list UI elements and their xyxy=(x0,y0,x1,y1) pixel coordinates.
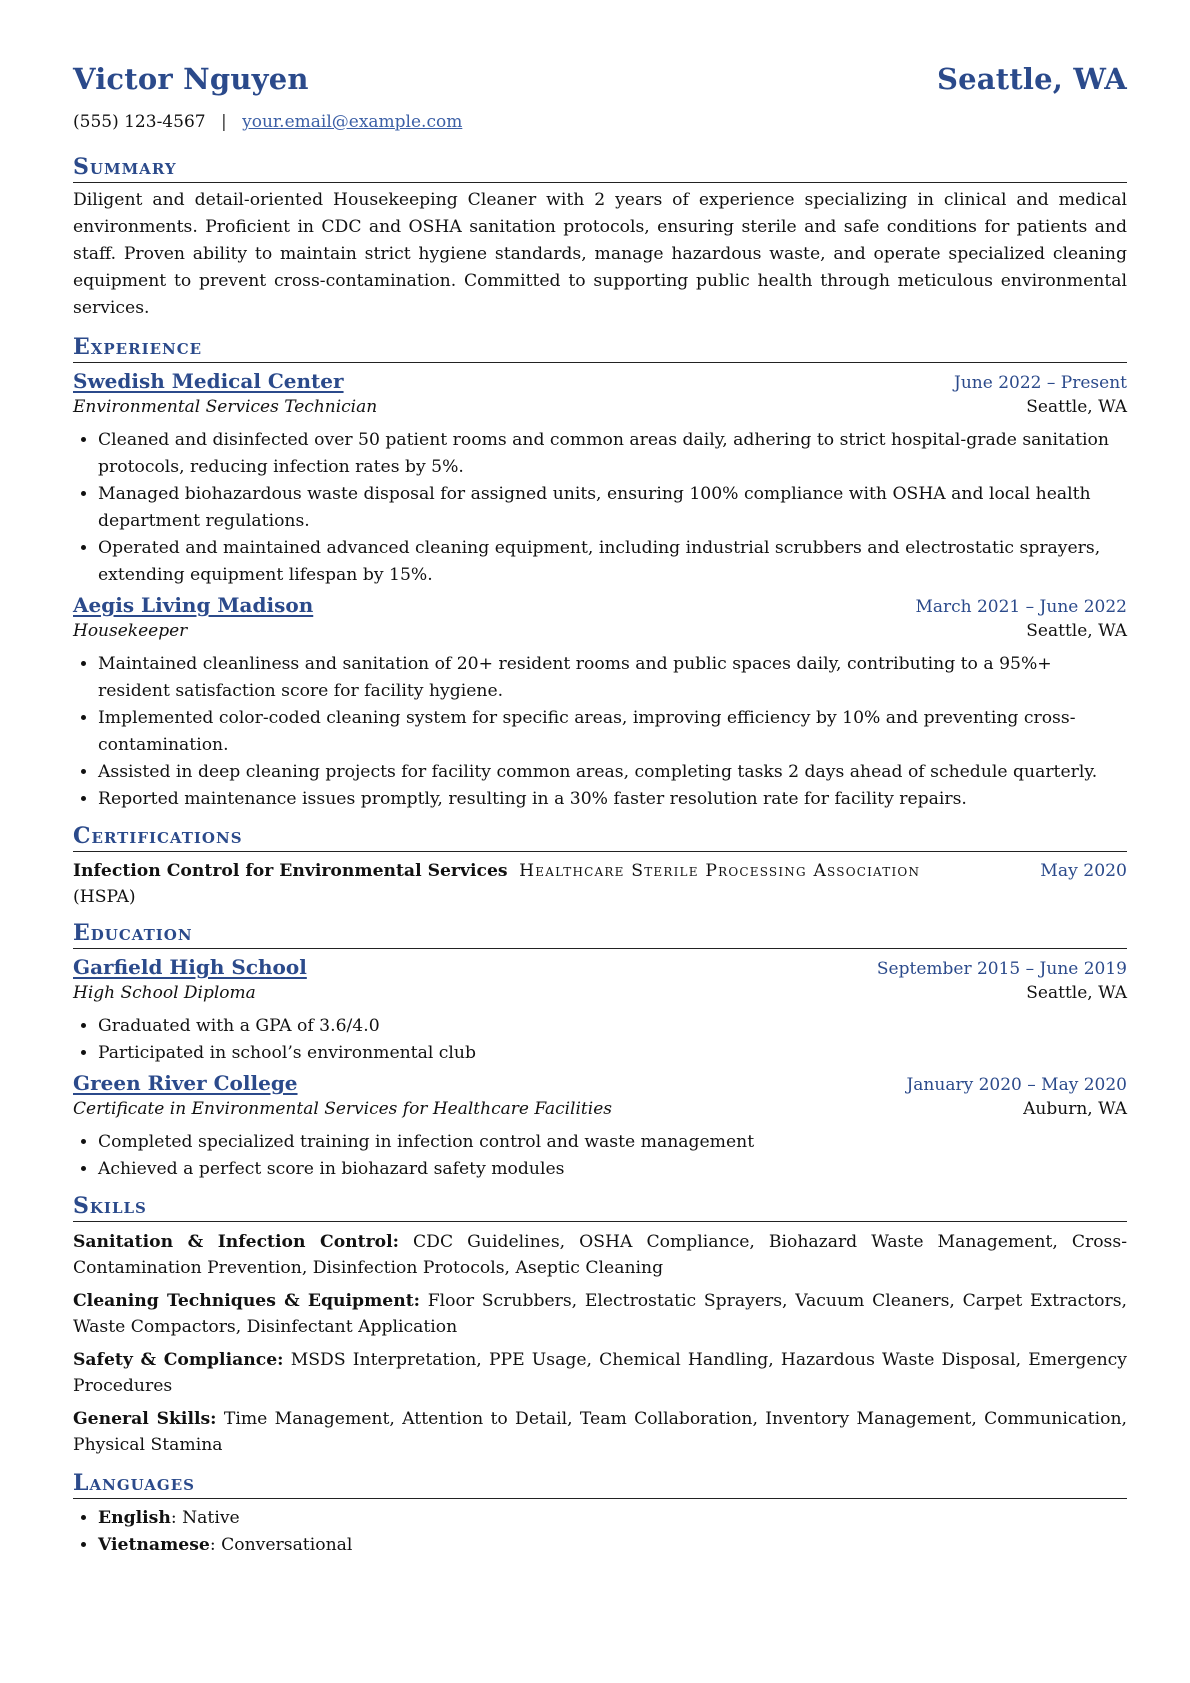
job-title: Environmental Services Technician xyxy=(73,397,378,417)
school-name[interactable]: Garfield High School xyxy=(73,955,307,979)
bullet-item: • Implemented color-coded cleaning system for specific areas, improving efficiency by 10% and preventing cross-contamination. xyxy=(98,705,1127,759)
bullet-list xyxy=(73,651,1127,813)
education-dates: September 2015 – June 2019 xyxy=(876,959,1127,979)
bullet-item: • Managed biohazardous waste disposal for assigned units, ensuring 100% compliance with OSHA and local health department regulations. xyxy=(98,481,1127,535)
certification-item xyxy=(73,858,1127,910)
experience-entry xyxy=(73,593,1127,813)
skill-group-text: MSDS Interpretation, PPE Usage, Chemical Handling, Hazardous Waste Disposal, Emergency Procedures xyxy=(73,1350,1128,1396)
degree-name: Certificate in Environmental Services for Healthcare Facilities xyxy=(73,1099,612,1119)
education-section-title: Education xyxy=(73,920,1127,949)
language-name: Vietnamese xyxy=(98,1535,210,1555)
job-title: Housekeeper xyxy=(73,621,188,641)
bullet-list xyxy=(73,1129,1127,1183)
summary-section-title: Summary xyxy=(73,154,1127,183)
entry-subheader xyxy=(73,621,1127,641)
bullet-item: • Completed specialized training in infection control and waste management xyxy=(98,1129,1127,1156)
school-location: Auburn, WA xyxy=(1023,1099,1127,1119)
languages-section-title: Languages xyxy=(73,1470,1127,1499)
resume-header xyxy=(73,62,1127,108)
certifications-section-title: Certifications xyxy=(73,823,1127,852)
candidate-location: Seattle, WA xyxy=(936,62,1127,96)
language-level: Native xyxy=(182,1508,240,1528)
bullet-item: • Cleaned and disinfected over 50 patient rooms and common areas daily, adhering to strict hospital-grade sanitation protocols, reducing infection rates by 5%. xyxy=(98,427,1127,481)
entry-subheader xyxy=(73,397,1127,417)
contact-separator: | xyxy=(220,112,227,132)
entry-header xyxy=(73,955,1127,979)
school-location: Seattle, WA xyxy=(1026,983,1127,1003)
skill-group-text: CDC Guidelines, OSHA Compliance, Biohazard Waste Management, Cross-Contamination Prevention, Disinfection Protocols, Aseptic Cleaning xyxy=(73,1232,1127,1278)
entry-subheader xyxy=(73,983,1127,1003)
employment-dates: June 2022 – Present xyxy=(954,373,1127,393)
bullet-list xyxy=(73,1013,1127,1067)
certification-date: May 2020 xyxy=(1040,861,1127,881)
skill-group-label: Cleaning Techniques & Equipment: xyxy=(73,1291,420,1311)
summary-text: Diligent and detail-oriented Housekeeping Cleaner with 2 years of experience specializing in clinical and medical environments. Proficient in CDC and OSHA sanitation protocols, ensuring sterile and safe conditions for patients and staff. Proven ability to maintain strict hygiene standards, manage hazardous waste, and operate specialized cleaning equipment to prevent cross-contamination. Committed to supporting public health through meticulous environmental services. xyxy=(73,190,1127,318)
certification-name: Infection Control for Environmental Services xyxy=(73,861,508,881)
job-location: Seattle, WA xyxy=(1026,397,1127,417)
resume-content xyxy=(73,62,1127,1559)
entry-subheader xyxy=(73,1099,1127,1119)
experience-section-title: Experience xyxy=(73,334,1127,363)
entry-header xyxy=(73,1071,1127,1095)
certification-issuer: Healthcare Sterile Processing Association xyxy=(519,861,921,881)
education-entry xyxy=(73,955,1127,1067)
skill-group-label: Sanitation & Infection Control: xyxy=(73,1232,399,1252)
bullet-item: • Achieved a perfect score in biohazard safety modules xyxy=(98,1156,1127,1183)
certification-issuer-abbrev: (HSPA) xyxy=(73,887,136,907)
email-link[interactable]: your.email@example.com xyxy=(242,112,463,132)
language-name: English xyxy=(98,1508,171,1528)
skill-group xyxy=(73,1348,1127,1399)
language-level: Conversational xyxy=(221,1535,353,1555)
language-item: • Vietnamese: Conversational xyxy=(98,1532,1127,1559)
skill-group-text: Floor Scrubbers, Electrostatic Sprayers, Vacuum Cleaners, Carpet Extractors, Waste Compactors, Disinfectant Application xyxy=(73,1291,1127,1337)
bullet-item: • Reported maintenance issues promptly, resulting in a 30% faster resolution rate for facility repairs. xyxy=(98,786,1127,813)
phone-number: (555) 123-4567 xyxy=(73,112,206,132)
skill-group xyxy=(73,1289,1127,1340)
job-location: Seattle, WA xyxy=(1026,621,1127,641)
entry-header xyxy=(73,369,1127,393)
bullet-item: • Participated in school’s environmental club xyxy=(98,1040,1127,1067)
language-item: • English: Native xyxy=(98,1505,1127,1532)
bullet-list xyxy=(73,427,1127,589)
employer-name[interactable]: Aegis Living Madison xyxy=(73,593,314,617)
bullet-item: • Operated and maintained advanced cleaning equipment, including industrial scrubbers and electrostatic sprayers, extending equipment lifespan by 15%. xyxy=(98,535,1127,589)
experience-entry xyxy=(73,369,1127,589)
employer-name[interactable]: Swedish Medical Center xyxy=(73,369,344,393)
education-entry xyxy=(73,1071,1127,1183)
skills-section-title: Skills xyxy=(73,1193,1127,1222)
skill-group-label: General Skills: xyxy=(73,1409,217,1429)
bullet-item: • Graduated with a GPA of 3.6/4.0 xyxy=(98,1013,1127,1040)
bullet-item: • Maintained cleanliness and sanitation of 20+ resident rooms and public spaces daily, contributing to a 95%+ resident satisfaction score for facility hygiene. xyxy=(98,651,1127,705)
employment-dates: March 2021 – June 2022 xyxy=(915,597,1127,617)
degree-name: High School Diploma xyxy=(73,983,256,1003)
education-dates: January 2020 – May 2020 xyxy=(906,1075,1127,1095)
candidate-name: Victor Nguyen xyxy=(73,62,309,96)
languages-list xyxy=(73,1505,1127,1559)
skill-group xyxy=(73,1230,1127,1281)
skill-group xyxy=(73,1407,1127,1458)
skill-group-text: Time Management, Attention to Detail, Team Collaboration, Inventory Management, Communication, Physical Stamina xyxy=(73,1409,1128,1455)
skill-group-label: Safety & Compliance: xyxy=(73,1350,284,1370)
school-name[interactable]: Green River College xyxy=(73,1071,298,1095)
bullet-item: • Assisted in deep cleaning projects for facility common areas, completing tasks 2 days ahead of schedule quarterly. xyxy=(98,759,1127,786)
entry-header xyxy=(73,593,1127,617)
contact-line xyxy=(73,112,1127,140)
